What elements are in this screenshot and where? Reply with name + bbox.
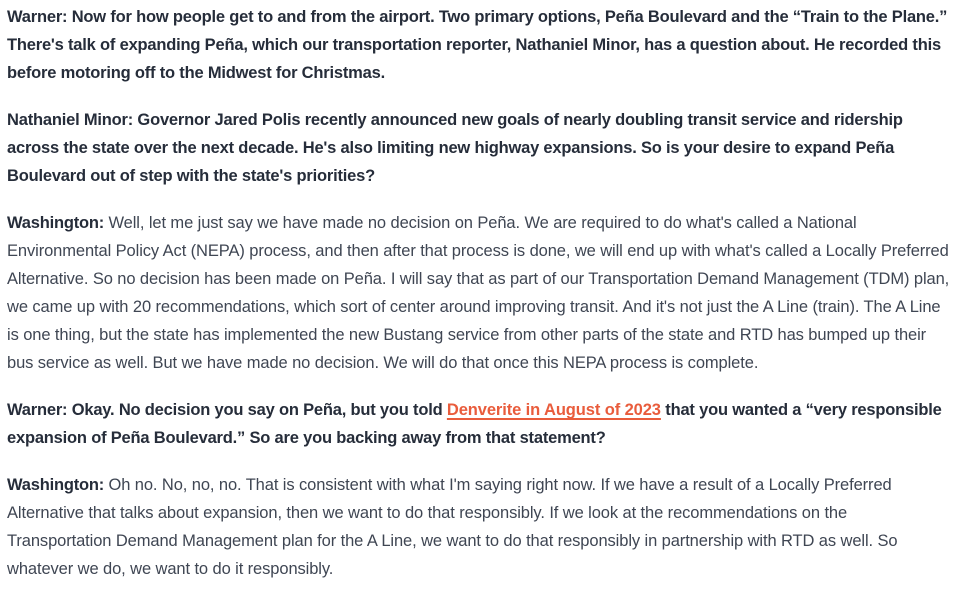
speaker-bold-text: Warner: Now for how people get to and from the airport. Two primary options, Peña Boulevard and the “Train to the Plane.” There's talk of expanding Peña, which our transportation reporter, Nathaniel Minor, has a question about. He recorded this before motoring off to the Midwest for Christmas.	[7, 8, 948, 82]
speaker-bold-text: Washington:	[7, 476, 109, 494]
speaker-bold-text: that you wanted a “very responsible expansion of Peña Boulevard.” So are you backing away from that statement?	[7, 401, 942, 447]
denverite-article-link[interactable]: Denverite in August of 2023	[446, 401, 661, 419]
dialogue-text: Oh no. No, no, no. That is consistent with what I'm saying right now. If we have a result of a Locally Preferred Alternative that talks about expansion, then we want to do that responsibly. If we look at the recommendations on the Transportation Demand Management plan for the A Line, we want to do that responsibly in partnership with RTD as well. So whatever we do, we want to do it responsibly.	[7, 476, 898, 578]
speaker-bold-text: Washington:	[7, 214, 109, 232]
transcript-paragraph	[7, 396, 952, 452]
transcript-paragraph	[7, 471, 952, 583]
transcript-paragraph	[7, 106, 952, 190]
transcript-paragraph	[7, 209, 952, 377]
dialogue-text: Well, let me just say we have made no decision on Peña. We are required to do what's called a National Environmental Policy Act (NEPA) process, and then after that process is done, we will end up with what's called a Locally Preferred Alternative. So no decision has been made on Peña. I will say that as part of our Transportation Demand Management (TDM) plan, we came up with 20 recommendations, which sort of center around improving transit. And it's not just the A Line (train). The A Line is one thing, but the state has implemented the new Bustang service from other parts of the state and RTD has bumped up their bus service as well. But we have made no decision. We will do that once this NEPA process is complete.	[7, 214, 950, 372]
speaker-bold-text: Nathaniel Minor: Governor Jared Polis recently announced new goals of nearly doubling transit service and ridership across the state over the next decade. He's also limiting new highway expansions. So is your desire to expand Peña Boulevard out of step with the state's priorities?	[7, 111, 903, 185]
transcript-paragraph	[7, 3, 952, 87]
speaker-bold-text: Warner: Okay. No decision you say on Peña, but you told	[7, 401, 447, 419]
